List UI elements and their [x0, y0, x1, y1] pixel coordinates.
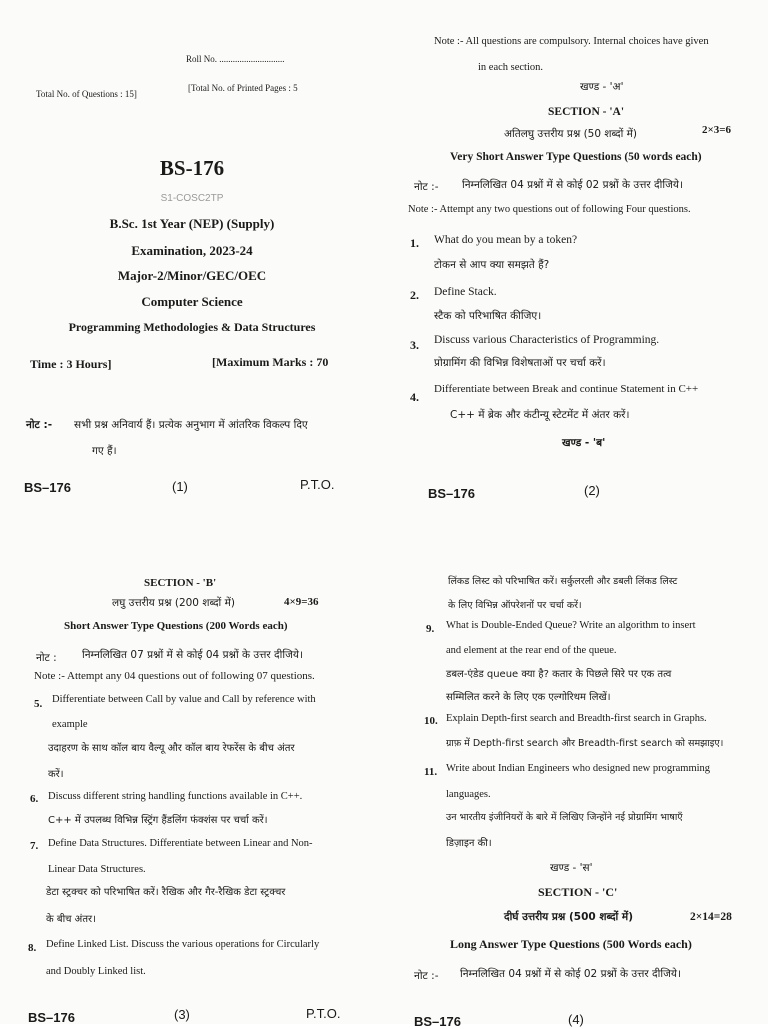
question-number: 11. [424, 766, 438, 778]
question-4-hindi: C++ में ब्रेक और कंटीन्यू स्टेटमेंट में अंतर करें। [450, 409, 630, 421]
paper-title: Programming Methodologies & Data Structures [68, 320, 316, 334]
footer-paper-code: BS–176 [428, 486, 475, 501]
section-a-hindi-instruction: निम्नलिखित 04 प्रश्नों में से कोई 02 प्रश्नों के उत्तर दीजिये। [462, 179, 683, 191]
section-c-hindi-instruction: निम्नलिखित 04 प्रश्नों में से कोई 02 प्रश्नों के उत्तर दीजिये। [460, 968, 681, 980]
page-3 [0, 512, 384, 1024]
question-7-english-line-1: Define Data Structures. Differentiate between Linear and Non- [48, 838, 313, 849]
course-title: B.Sc. 1st Year (NEP) (Supply) [109, 216, 275, 231]
question-5-hindi-line-2: करें। [48, 769, 64, 780]
total-pages: [Total No. of Printed Pages : 5 [188, 83, 298, 93]
footer-pto: P.T.O. [300, 477, 335, 492]
question-4-english: Differentiate between Break and continue Statement in C++ [434, 383, 699, 395]
question-10-english: Explain Depth-first search and Breadth-first search in Graphs. [446, 713, 707, 724]
question-7-english-line-2: Linear Data Structures. [48, 864, 146, 875]
section-c-heading: SECTION - 'C' [538, 885, 618, 899]
section-b-english-heading: Short Answer Type Questions (200 Words each) [64, 620, 288, 632]
note-label: नोट :- [26, 419, 53, 431]
question-number: 4. [410, 390, 419, 404]
exam-title: Examination, 2023-24 [131, 243, 253, 258]
question-1-english: What do you mean by a token? [434, 234, 578, 246]
section-b-hindi-instruction: निम्नलिखित 07 प्रश्नों में से कोई 04 प्रश्नों के उत्तर दीजिये। [82, 649, 303, 661]
question-number: 6. [30, 793, 39, 805]
khand-a-heading: खण्ड - 'अ' [580, 81, 624, 93]
roll-no: Roll No. ............................. [186, 54, 285, 64]
subject-name: Computer Science [141, 294, 243, 309]
note-text-line-1: सभी प्रश्न अनिवार्य हैं। प्रत्येक अनुभाग में आंतरिक विकल्प दिए [74, 419, 308, 431]
section-c-hindi-heading: दीर्घ उत्तरीय प्रश्न (500 शब्दों में) [504, 911, 634, 923]
section-a-english-heading: Very Short Answer Type Questions (50 words each) [450, 151, 702, 163]
page-4 [384, 512, 768, 1029]
question-number: 7. [30, 840, 39, 852]
question-2-hindi: स्टैक को परिभाषित कीजिए। [434, 310, 542, 322]
khand-c-heading: खण्ड - 'स' [550, 862, 593, 874]
paper-category: Major-2/Minor/GEC/OEC [117, 268, 267, 283]
footer-paper-code: BS–176 [24, 480, 71, 495]
paper-code: BS-176 [159, 156, 225, 180]
footer-page-number: (2) [584, 483, 600, 498]
question-number: 2. [410, 288, 419, 302]
question-9-english-line-2: and element at the rear end of the queue. [446, 645, 617, 656]
question-10-hindi: ग्राफ़ में Depth-first search और Breadth-first search को समझाइए। [446, 738, 724, 749]
question-number: 9. [426, 623, 435, 635]
footer-paper-code: BS–176 [414, 1014, 461, 1029]
section-c-marks: 2×14=28 [690, 911, 732, 923]
footer-paper-code: BS–176 [28, 1010, 75, 1025]
question-11-hindi-line-2: डिज़ाइन की। [446, 838, 492, 849]
question-number: 10. [424, 715, 438, 727]
question-3-hindi: प्रोग्रामिंग की विभिन्न विशेषताओं पर चर्चा करें। [434, 357, 606, 369]
time-allowed: Time : 3 Hours] [30, 357, 112, 371]
note-text-line-2: गए हैं। [92, 445, 117, 457]
section-a-marks: 2×3=6 [702, 124, 732, 136]
maximum-marks: [Maximum Marks : 70 [212, 355, 329, 369]
question-number: 1. [410, 236, 419, 250]
question-6-hindi: C++ में उपलब्ध विभिन्न स्ट्रिंग हैंडलिंग फंक्शंस पर चर्चा करें। [48, 815, 268, 826]
question-5-hindi-line-1: उदाहरण के साथ कॉल बाय वैल्यू और कॉल बाय रेफरेंस के बीच अंतर [48, 743, 295, 754]
page-2 [384, 0, 768, 512]
question-6-english: Discuss different string handling functions available in C++. [48, 791, 303, 802]
footer-pto: P.T.O. [306, 1006, 341, 1021]
question-7-hindi-line-1: डेटा स्ट्रक्चर को परिभाषित करें। रैखिक और गैर-रैखिक डेटा स्ट्रक्चर [46, 887, 286, 898]
general-note-line-2: in each section. [478, 62, 544, 73]
question-number: 5. [34, 698, 43, 710]
general-note-line-1: Note :- All questions are compulsory. Internal choices have given [434, 36, 709, 47]
question-9-hindi-line-2: सम्मिलित करने के लिए एक एल्गोरिथम लिखें। [446, 692, 611, 703]
section-c-english-heading: Long Answer Type Questions (500 Words each) [450, 937, 692, 951]
question-9-hindi-line-1: डबल-एंडेड queue क्या है? कतार के पिछले सिरे पर एक तत्व [446, 669, 672, 680]
total-questions: Total No. of Questions : 15] [36, 89, 137, 99]
question-5-english-line-1: Differentiate between Call by value and Call by reference with [52, 694, 316, 705]
section-a-english-instruction: Note :- Attempt any two questions out of following Four questions. [408, 204, 691, 215]
question-3-english: Discuss various Characteristics of Programming. [434, 334, 660, 346]
section-a-heading: SECTION - 'A' [548, 106, 625, 118]
question-number: 8. [28, 942, 37, 954]
section-b-marks: 4×9=36 [284, 596, 319, 608]
question-5-english-line-2: example [52, 719, 88, 730]
question-1-hindi: टोकन से आप क्या समझते हैं? [434, 259, 550, 271]
question-8-english-line-1: Define Linked List. Discuss the various operations for Circularly [46, 939, 320, 950]
question-11-english-line-2: languages. [446, 789, 491, 800]
question-2-english: Define Stack. [434, 286, 497, 298]
section-a-hindi-instruction-label: नोट :- [414, 181, 439, 193]
question-8-english-line-2: and Doubly Linked list. [46, 966, 146, 977]
footer-page-number: (3) [174, 1007, 190, 1022]
question-7-hindi-line-2: के बीच अंतर। [46, 914, 96, 925]
page-1 [0, 0, 384, 512]
section-b-hindi-instruction-label: नोट : [36, 652, 57, 664]
section-b-english-instruction: Note :- Attempt any 04 questions out of following 07 questions. [34, 670, 315, 682]
footer-page-number: (4) [568, 1012, 584, 1027]
section-b-hindi-heading: लघु उत्तरीय प्रश्न (200 शब्दों में) [112, 597, 235, 609]
question-11-hindi-line-1: उन भारतीय इंजीनियरों के बारे में लिखिए जिन्होंने नई प्रोग्रामिंग भाषाएँ [446, 812, 683, 823]
question-number: 3. [410, 338, 419, 352]
question-9-english-line-1: What is Double-Ended Queue? Write an algorithm to insert [446, 620, 696, 631]
question-8-hindi-line-1: लिंकड लिस्ट को परिभाषित करें। सर्कुलरली और डबली लिंकड लिस्ट [448, 576, 678, 587]
section-c-hindi-instruction-label: नोट :- [414, 970, 439, 982]
section-b-heading: SECTION - 'B' [144, 577, 217, 589]
subject-code: S1-COSC2TP [160, 193, 224, 204]
question-8-hindi-line-2: के लिए विभिन्न ऑपरेशनों पर चर्चा करें। [448, 600, 582, 611]
section-a-hindi-heading: अतिलघु उत्तरीय प्रश्न (50 शब्दों में) [504, 128, 638, 140]
question-11-english-line-1: Write about Indian Engineers who designed new programming [446, 763, 711, 774]
khand-b-heading: खण्ड - 'ब' [562, 437, 606, 449]
footer-page-number: (1) [172, 479, 188, 494]
